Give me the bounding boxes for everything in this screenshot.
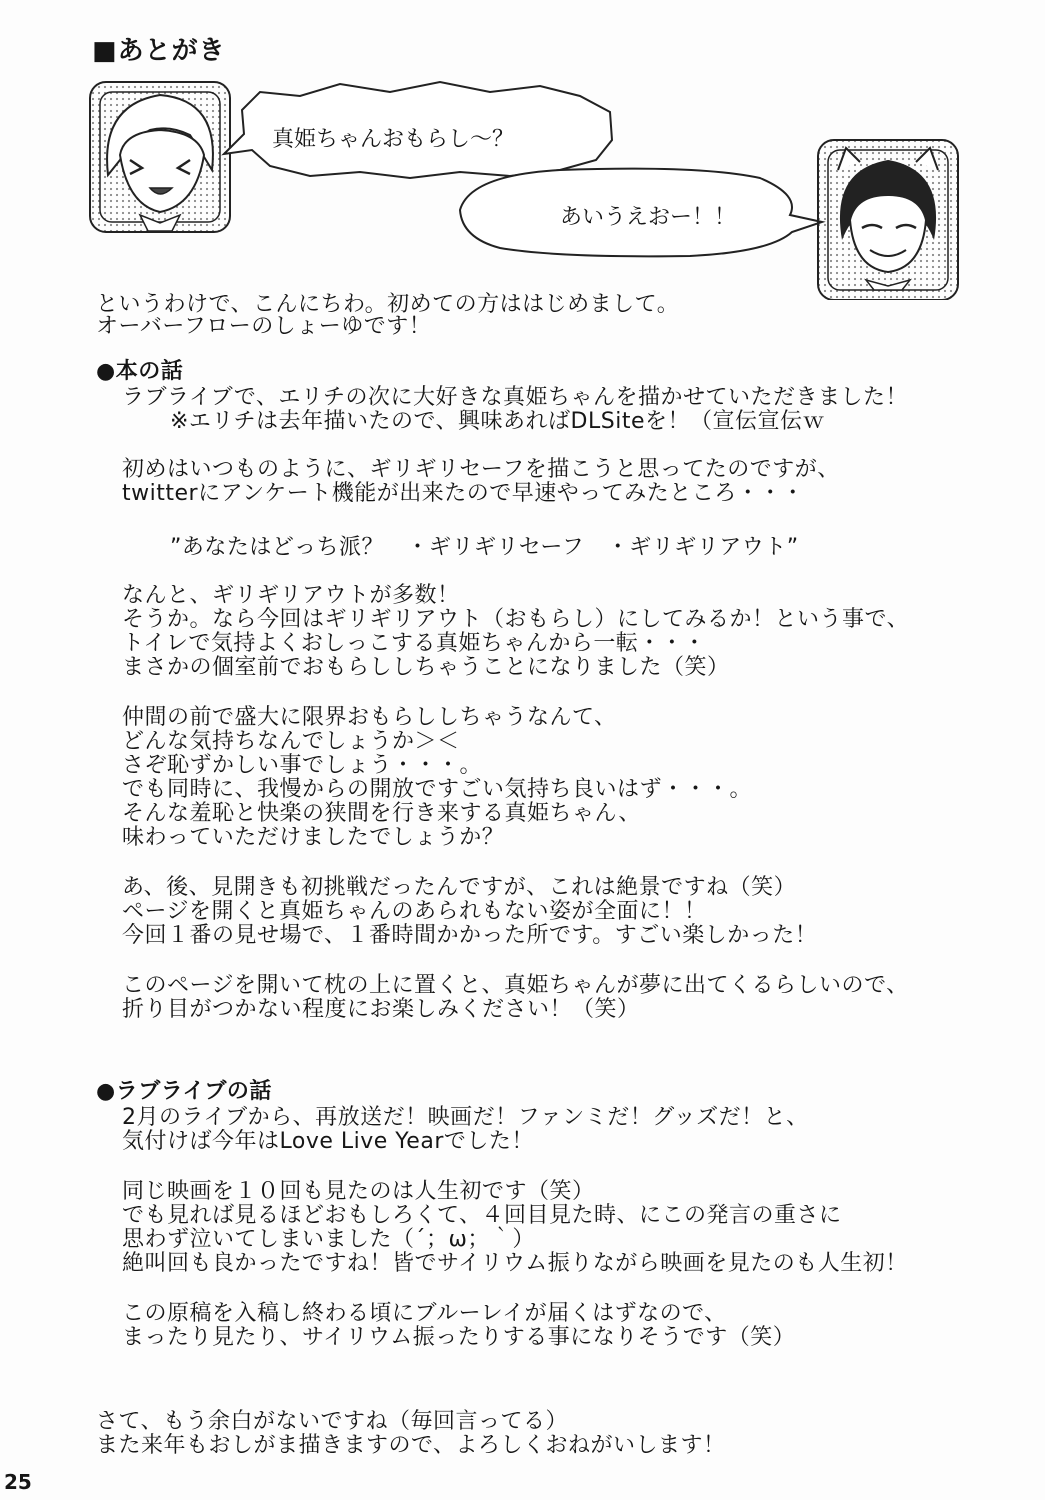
book-line: なんと、ギリギリアウトが多数！ <box>122 583 460 608</box>
lovelive-line: 2月のライブから、再放送だ！映画だ！ファンミだ！グッズだ！と、 <box>122 1105 809 1130</box>
lovelive-line: でも見れば見るほどおもしろくて、４回目見た時、にこの発言の重さに <box>122 1203 842 1228</box>
book-line: あ、後、見開きも初挑戦だったんですが、これは絶景ですね（笑） <box>122 875 797 900</box>
left-bubble-text: 真姫ちゃんおもらし〜？ <box>272 127 515 152</box>
book-line: 味わっていただけましたでしょうか？ <box>122 825 505 850</box>
afterword-title: ■あとがき <box>92 36 226 66</box>
page-number: 25 <box>4 1470 32 1494</box>
book-line: そんな羞恥と快楽の狭間を行き来する真姫ちゃん、 <box>122 801 641 826</box>
lovelive-line: この原稿を入稿し終わる頃にブルーレイが届くはずなので、 <box>122 1301 727 1326</box>
closing-line-2: また来年もおしがま描きますので、よろしくおねがいします！ <box>96 1433 726 1458</box>
book-line: まさかの個室前でおもらししちゃうことになりました（笑） <box>122 655 730 680</box>
lovelive-line: 気付けば今年はLove Live Yearでした！ <box>122 1129 534 1154</box>
book-line: twitterにアンケート機能が出来たので早速やってみたところ・・・ <box>122 481 805 506</box>
book-line: トイレで気持よくおしっこする真姫ちゃんから一転・・・ <box>122 631 706 656</box>
book-line: ※エリチは去年描いたので、興味あればDLSiteを！（宣伝宣伝ｗ <box>170 409 825 434</box>
book-line: 初めはいつものように、ギリギリセーフを描こうと思ってたのですが、 <box>122 457 840 482</box>
section-book-heading: ●本の話 <box>96 359 184 384</box>
lovelive-line: 思わず泣いてしまいました（´；ω；｀） <box>122 1227 535 1252</box>
book-line: さぞ恥ずかしい事でしょう・・・。 <box>122 753 483 778</box>
book-line: どんな気持ちなんでしょうか＞＜ <box>122 729 460 754</box>
book-line: このページを開いて枕の上に置くと、真姫ちゃんが夢に出てくるらしいので、 <box>122 973 909 998</box>
book-line: そうか。なら今回はギリギリアウト（おもらし）にしてみるか！という事で、 <box>122 607 910 632</box>
book-line: 仲間の前で盛大に限界おもらししちゃうなんて、 <box>122 705 617 730</box>
right-bubble-text: あいうえおー！！ <box>560 205 737 230</box>
nico-character-icon <box>818 140 958 300</box>
book-line: ”あなたはどっち派？ ・ギリギリセーフ ・ギリギリアウト” <box>170 535 799 560</box>
book-line: 今回１番の見せ場で、１番時間かかった所です。すごい楽しかった！ <box>122 923 818 948</box>
section-lovelive-heading: ●ラブライブの話 <box>96 1079 272 1104</box>
book-line: ページを開くと真姫ちゃんのあられもない姿が全面に！！ <box>122 899 707 924</box>
intro-line-2: オーバーフローのしょーゆです！ <box>96 314 432 339</box>
lovelive-line: 絶叫回も良かったですね！皆でサイリウム振りながら映画を見たのも人生初！ <box>122 1251 908 1276</box>
closing-line-1: さて、もう余白がないですね（毎回言ってる） <box>96 1409 569 1434</box>
book-line: 折り目がつかない程度にお楽しみください！（笑） <box>122 997 640 1022</box>
book-line: ラブライブで、エリチの次に大好きな真姫ちゃんを描かせていただきました！ <box>122 385 908 410</box>
book-line: でも同時に、我慢からの開放ですごい気持ち良いはず・・・。 <box>122 777 753 802</box>
header-illustration <box>0 0 1045 300</box>
intro-line-1: というわけで、こんにちわ。初めての方ははじめまして。 <box>96 292 680 317</box>
lovelive-line: 同じ映画を１０回も見たのは人生初です（笑） <box>122 1179 595 1204</box>
maki-character-icon <box>90 82 230 232</box>
lovelive-line: まったり見たり、サイリウム振ったりする事になりそうです（笑） <box>122 1325 796 1350</box>
